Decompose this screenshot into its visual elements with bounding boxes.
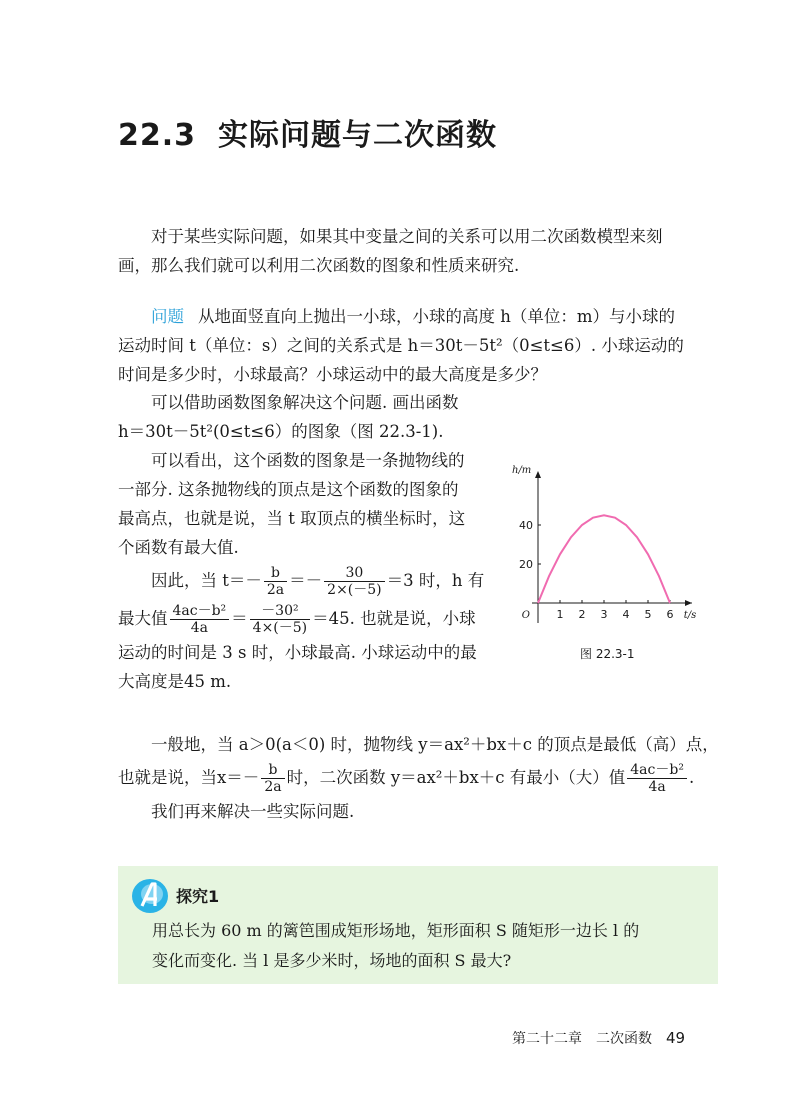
vertex-calculation bbox=[118, 562, 484, 600]
intro-line: 对于某些实际问题，如果其中变量之间的关系可以用二次函数模型来刻 bbox=[151, 227, 663, 246]
problem-label: 问题 bbox=[151, 307, 184, 326]
section-number: 22.3 bbox=[118, 118, 197, 153]
problem-line: 运动时间 t（单位：s）之间的关系式是 h＝30t－5t²（0≤t≤6）. 小球运动的 bbox=[118, 336, 684, 355]
general-line: 我们再来解决一些实际问题. bbox=[151, 802, 355, 821]
solution-line: 大高度是45 m. bbox=[118, 672, 232, 691]
general-formula-line bbox=[118, 759, 719, 797]
x-axis-arrow bbox=[685, 600, 692, 606]
solution-line: 可以看出，这个函数的图象是一条抛物线的 bbox=[151, 451, 465, 470]
solution-line: 个函数有最大值. bbox=[118, 538, 239, 557]
fraction-numerator: －30² bbox=[250, 603, 310, 620]
figure-caption: 图 22.3-1 bbox=[580, 647, 635, 661]
formula-text: ＝ bbox=[231, 609, 248, 628]
fraction-denominator: 4×(－5) bbox=[252, 620, 308, 636]
solution-line: 一部分. 这条抛物线的顶点是这个函数的图象的 bbox=[118, 480, 459, 499]
fraction-denominator: 2a bbox=[266, 582, 285, 598]
formula-text: ＝－ bbox=[289, 571, 323, 590]
problem-line: 从地面竖直向上抛出一小球，小球的高度 h（单位：m）与小球的 bbox=[198, 307, 676, 326]
origin-label: O bbox=[521, 610, 530, 621]
fraction bbox=[250, 603, 310, 636]
fraction-denominator: 4a bbox=[648, 779, 666, 795]
formula-text: ＝45. 也就是说，小球 bbox=[312, 609, 476, 628]
section-title: 实际问题与二次函数 bbox=[218, 118, 498, 153]
problem-line: 时间是多少时，小球最高？小球运动中的最大高度是多少？ bbox=[118, 365, 547, 384]
solution-line: 可以借助函数图象解决这个问题. 画出函数 bbox=[151, 393, 459, 412]
fraction-denominator: 2×(－5) bbox=[327, 582, 382, 598]
max-value-calculation bbox=[118, 600, 484, 638]
section-heading bbox=[118, 110, 497, 154]
x-axis-label: t/s bbox=[683, 610, 697, 621]
x-tick-label: 6 bbox=[666, 608, 674, 621]
solution-line: 运动的时间是 3 s 时，小球最高. 小球运动中的最 bbox=[118, 643, 477, 662]
general-line: 一般地，当 a＞0(a＜0) 时，抛物线 y＝ax²＋bx＋c 的顶点是最低（高）点， bbox=[151, 735, 719, 754]
formula-text: . bbox=[688, 768, 695, 787]
explore-line: 用总长为 60 m 的篱笆围成矩形场地，矩形面积 S 随矩形一边长 l 的 bbox=[152, 921, 640, 940]
fraction-numerator: 4ac－b² bbox=[170, 603, 230, 620]
intro-paragraph bbox=[118, 222, 663, 280]
problem-paragraph bbox=[118, 302, 684, 389]
general-paragraph bbox=[118, 730, 719, 826]
fraction-numerator: b bbox=[261, 762, 284, 779]
chapter-label: 第二十二章 二次函数 bbox=[512, 1031, 652, 1047]
formula-text: 也就是说，当x＝－ bbox=[118, 768, 260, 787]
intro-line: 画，那么我们就可以利用二次函数的图象和性质来研究. bbox=[118, 256, 520, 275]
parabola-curve bbox=[538, 515, 670, 603]
x-tick-label: 1 bbox=[556, 608, 564, 621]
solution-line: 最高点，也就是说，当 t 取顶点的横坐标时，这 bbox=[118, 509, 466, 528]
x-tick-label: 4 bbox=[622, 608, 630, 621]
fraction-numerator: b bbox=[264, 565, 287, 582]
y-axis-arrow bbox=[535, 471, 541, 478]
solution-text bbox=[118, 388, 484, 696]
solution-line: h＝30t－5t²(0≤t≤6）的图象（图 22.3-1). bbox=[118, 422, 444, 441]
fraction bbox=[264, 565, 287, 598]
y-tick-label: 20 bbox=[519, 558, 533, 571]
fraction bbox=[261, 762, 284, 795]
explore-title: 探究1 bbox=[176, 887, 220, 906]
page-footer bbox=[512, 1028, 685, 1048]
fraction bbox=[627, 762, 687, 795]
formula-text: 时，二次函数 y＝ax²＋bx＋c 有最小（大）值 bbox=[286, 768, 626, 787]
x-tick-label: 2 bbox=[578, 608, 586, 621]
y-axis-label: h/m bbox=[512, 465, 532, 476]
fraction-numerator: 4ac－b² bbox=[627, 762, 687, 779]
explore-icon bbox=[130, 876, 170, 916]
explore-line: 变化而变化. 当 l 是多少米时，场地的面积 S 最大? bbox=[152, 951, 512, 970]
formula-text: 因此，当 t＝－ bbox=[151, 571, 262, 590]
fraction-denominator: 2a bbox=[264, 779, 282, 795]
fraction bbox=[324, 565, 384, 598]
fraction-numerator: 30 bbox=[324, 565, 384, 582]
fraction-denominator: 4a bbox=[190, 620, 208, 636]
explore-text bbox=[152, 916, 639, 976]
page-number: 49 bbox=[666, 1029, 686, 1047]
parabola-chart bbox=[510, 465, 725, 640]
formula-text: 最大值 bbox=[118, 609, 168, 628]
formula-text: ＝3 时，h 有 bbox=[386, 571, 485, 590]
fraction bbox=[170, 603, 230, 636]
x-tick-label: 5 bbox=[644, 608, 652, 621]
x-tick-label: 3 bbox=[600, 608, 608, 621]
y-tick-label: 40 bbox=[519, 519, 533, 532]
